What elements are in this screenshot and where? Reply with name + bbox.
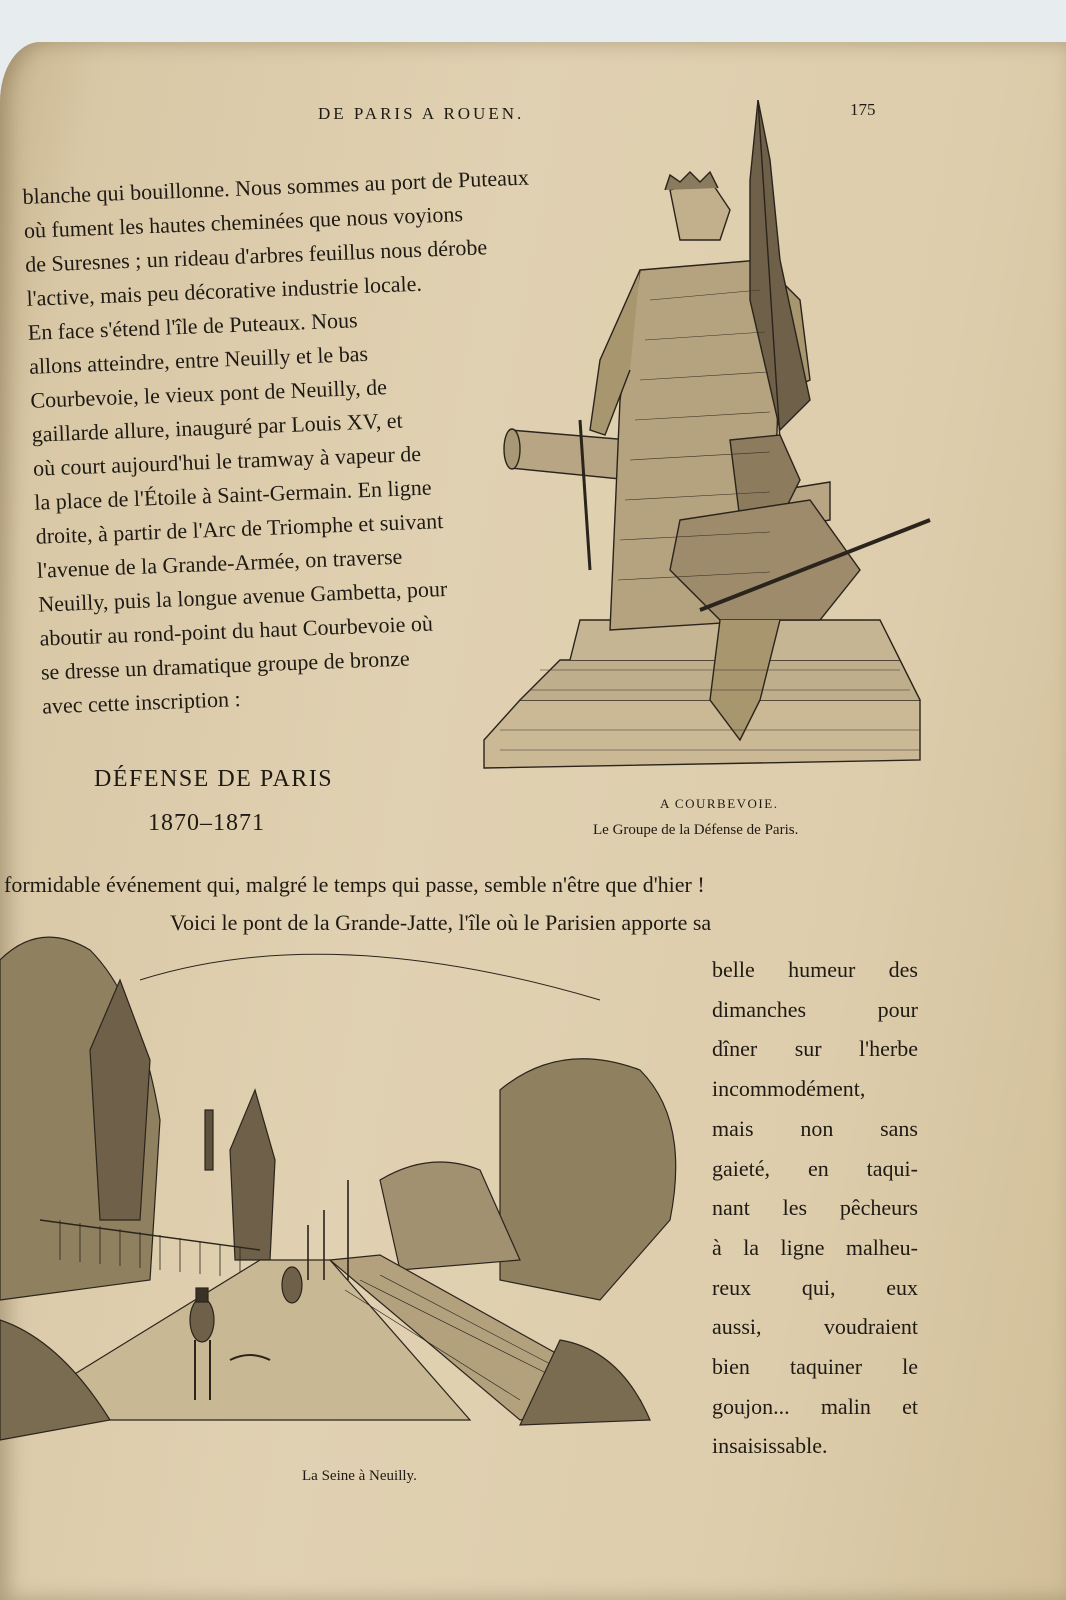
text-line: où court aujourd'hui le tramway à vapeur de: [32, 440, 422, 481]
text-line: goujon... malin et: [712, 1393, 918, 1419]
text-line: incommodément,: [712, 1076, 866, 1102]
statue-caption-title: Le Groupe de la Défense de Paris.: [593, 822, 799, 838]
text-line: insaisissable.: [712, 1433, 828, 1459]
text-line: nant les pêcheurs: [712, 1195, 918, 1221]
text-line: Voici le pont de la Grande-Jatte, l'île où le Parisien apporte sa: [170, 910, 712, 935]
text-line: dîner sur l'herbe: [712, 1036, 918, 1062]
text-line: allons atteindre, entre Neuilly et le bas: [28, 340, 369, 379]
text-line: se dresse un dramatique groupe de bronze: [40, 645, 411, 685]
text-line: la place de l'Étoile à Saint-Germain. En ligne: [33, 474, 432, 515]
text-line: de Suresnes ; un rideau d'arbres feuillus nous dérobe: [24, 234, 488, 277]
text-line: à la ligne malheu-: [712, 1234, 918, 1260]
river-engraving: [0, 920, 700, 1450]
text-line: dimanches pour: [712, 996, 918, 1022]
text-line: aussi, voudraient: [712, 1314, 918, 1340]
page-number: 175: [850, 100, 876, 119]
text-line: droite, à partir de l'Arc de Triomphe et suivant: [35, 508, 444, 549]
text-line: gaieté, en taqui-: [712, 1155, 918, 1181]
text-line: mais non sans: [712, 1115, 918, 1141]
text-column: [712, 950, 918, 1466]
text-line: belle humeur des: [712, 957, 918, 982]
statue-caption-place: A COURBEVOIE.: [660, 796, 779, 811]
text-line: aboutir au rond-point du haut Courbevoie où: [39, 610, 434, 651]
text-line: formidable événement qui, malgré le temps qui passe, semble n'être que d'hier !: [4, 872, 705, 897]
text-line: Neuilly, puis la longue avenue Gambetta, pour: [37, 575, 448, 617]
text-line: blanche qui bouillonne. Nous sommes au port de Puteaux: [22, 164, 530, 209]
text-line: reux qui, eux: [712, 1274, 918, 1300]
text-line: gaillarde allure, inauguré par Louis XV, et: [31, 407, 404, 447]
text-line: bien taquiner le: [712, 1354, 918, 1380]
statue-engraving: [480, 100, 940, 780]
text-line: où fument les hautes cheminées que nous voyions: [23, 201, 464, 243]
inscription-title: DÉFENSE DE PARIS: [94, 766, 334, 792]
river-caption: La Seine à Neuilly.: [302, 1468, 417, 1484]
text-line: l'avenue de la Grande-Armée, on traverse: [36, 543, 403, 583]
text-line: En face s'étend l'île de Puteaux. Nous: [27, 307, 358, 345]
running-head: DE PARIS A ROUEN.: [318, 104, 525, 123]
text-line: avec cette inscription :: [41, 685, 242, 719]
text-line: Courbevoie, le vieux pont de Neuilly, de: [29, 374, 388, 413]
inscription-years: 1870–1871: [148, 810, 265, 836]
text-line: l'active, mais peu décorative industrie locale.: [26, 270, 423, 311]
